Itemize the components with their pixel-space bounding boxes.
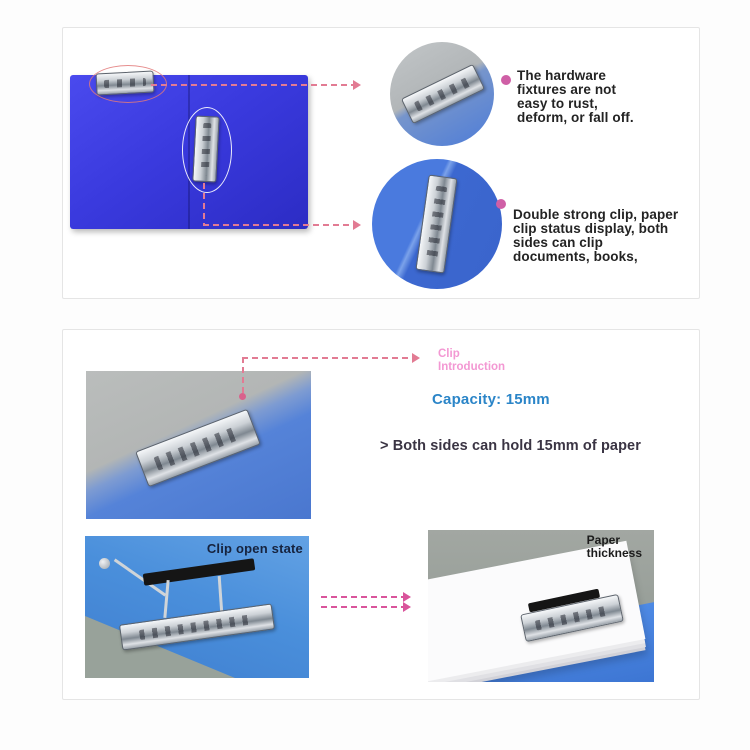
clip-closeup-photo <box>86 371 311 519</box>
bullet-dot-icon <box>501 75 511 85</box>
arrowhead-icon <box>353 220 361 230</box>
capacity-detail-text: > Both sides can hold 15mm of paper <box>380 438 641 454</box>
dashed-arrow-icon <box>151 84 353 86</box>
bullet-dot-icon <box>496 199 506 209</box>
clip-detail-image <box>401 64 485 124</box>
clip-introduction-label <box>438 348 505 373</box>
clip-detail-image <box>135 409 261 487</box>
arrowhead-icon <box>403 602 411 612</box>
paper-thickness-label <box>587 534 642 559</box>
dashed-arrow-icon <box>242 357 412 359</box>
dashed-arrow-icon <box>203 224 353 226</box>
clip-zoom-callout-top <box>390 42 494 146</box>
double-clip-note-text <box>513 208 678 264</box>
label-line: Clip <box>438 348 460 360</box>
dashed-connector-icon <box>242 357 244 395</box>
hardware-callout-section <box>62 27 700 299</box>
arrowhead-icon <box>353 80 361 90</box>
note-line: deform, or fall off. <box>517 110 634 125</box>
note-line: sides can clip <box>513 235 603 250</box>
clip-top-bar-image <box>143 558 256 585</box>
clip-highlight-ellipse-icon <box>182 107 232 193</box>
label-line: thickness <box>586 545 642 560</box>
clip-open-state-label: Clip open state <box>206 541 303 556</box>
note-line: documents, books, <box>513 249 638 264</box>
label-line: Paper <box>586 533 620 547</box>
dashed-connector-icon <box>203 183 205 225</box>
note-line: Double strong clip, paper <box>513 207 679 222</box>
clip-lever-knob-image <box>99 558 110 569</box>
capacity-label: Capacity: 15mm <box>432 391 550 408</box>
clip-strut-image <box>218 576 224 614</box>
clip-strut-image <box>163 580 169 618</box>
note-line: fixtures are not <box>517 82 617 97</box>
note-line: easy to rust, <box>517 96 598 111</box>
clip-zoom-callout-bottom <box>372 159 502 289</box>
dashed-arrow-icon <box>321 596 403 598</box>
arrowhead-icon <box>412 353 420 363</box>
dashed-arrow-icon <box>321 606 403 608</box>
hardware-note-text <box>517 69 634 125</box>
arrowhead-icon <box>403 592 411 602</box>
clip-introduction-section <box>62 329 700 700</box>
label-line: Introduction <box>438 360 506 373</box>
paper-thickness-photo <box>428 530 654 682</box>
note-line: clip status display, both <box>513 221 669 236</box>
clip-detail-image <box>415 174 457 273</box>
note-line: The hardware <box>517 68 606 83</box>
clip-open-state-photo <box>85 536 309 678</box>
